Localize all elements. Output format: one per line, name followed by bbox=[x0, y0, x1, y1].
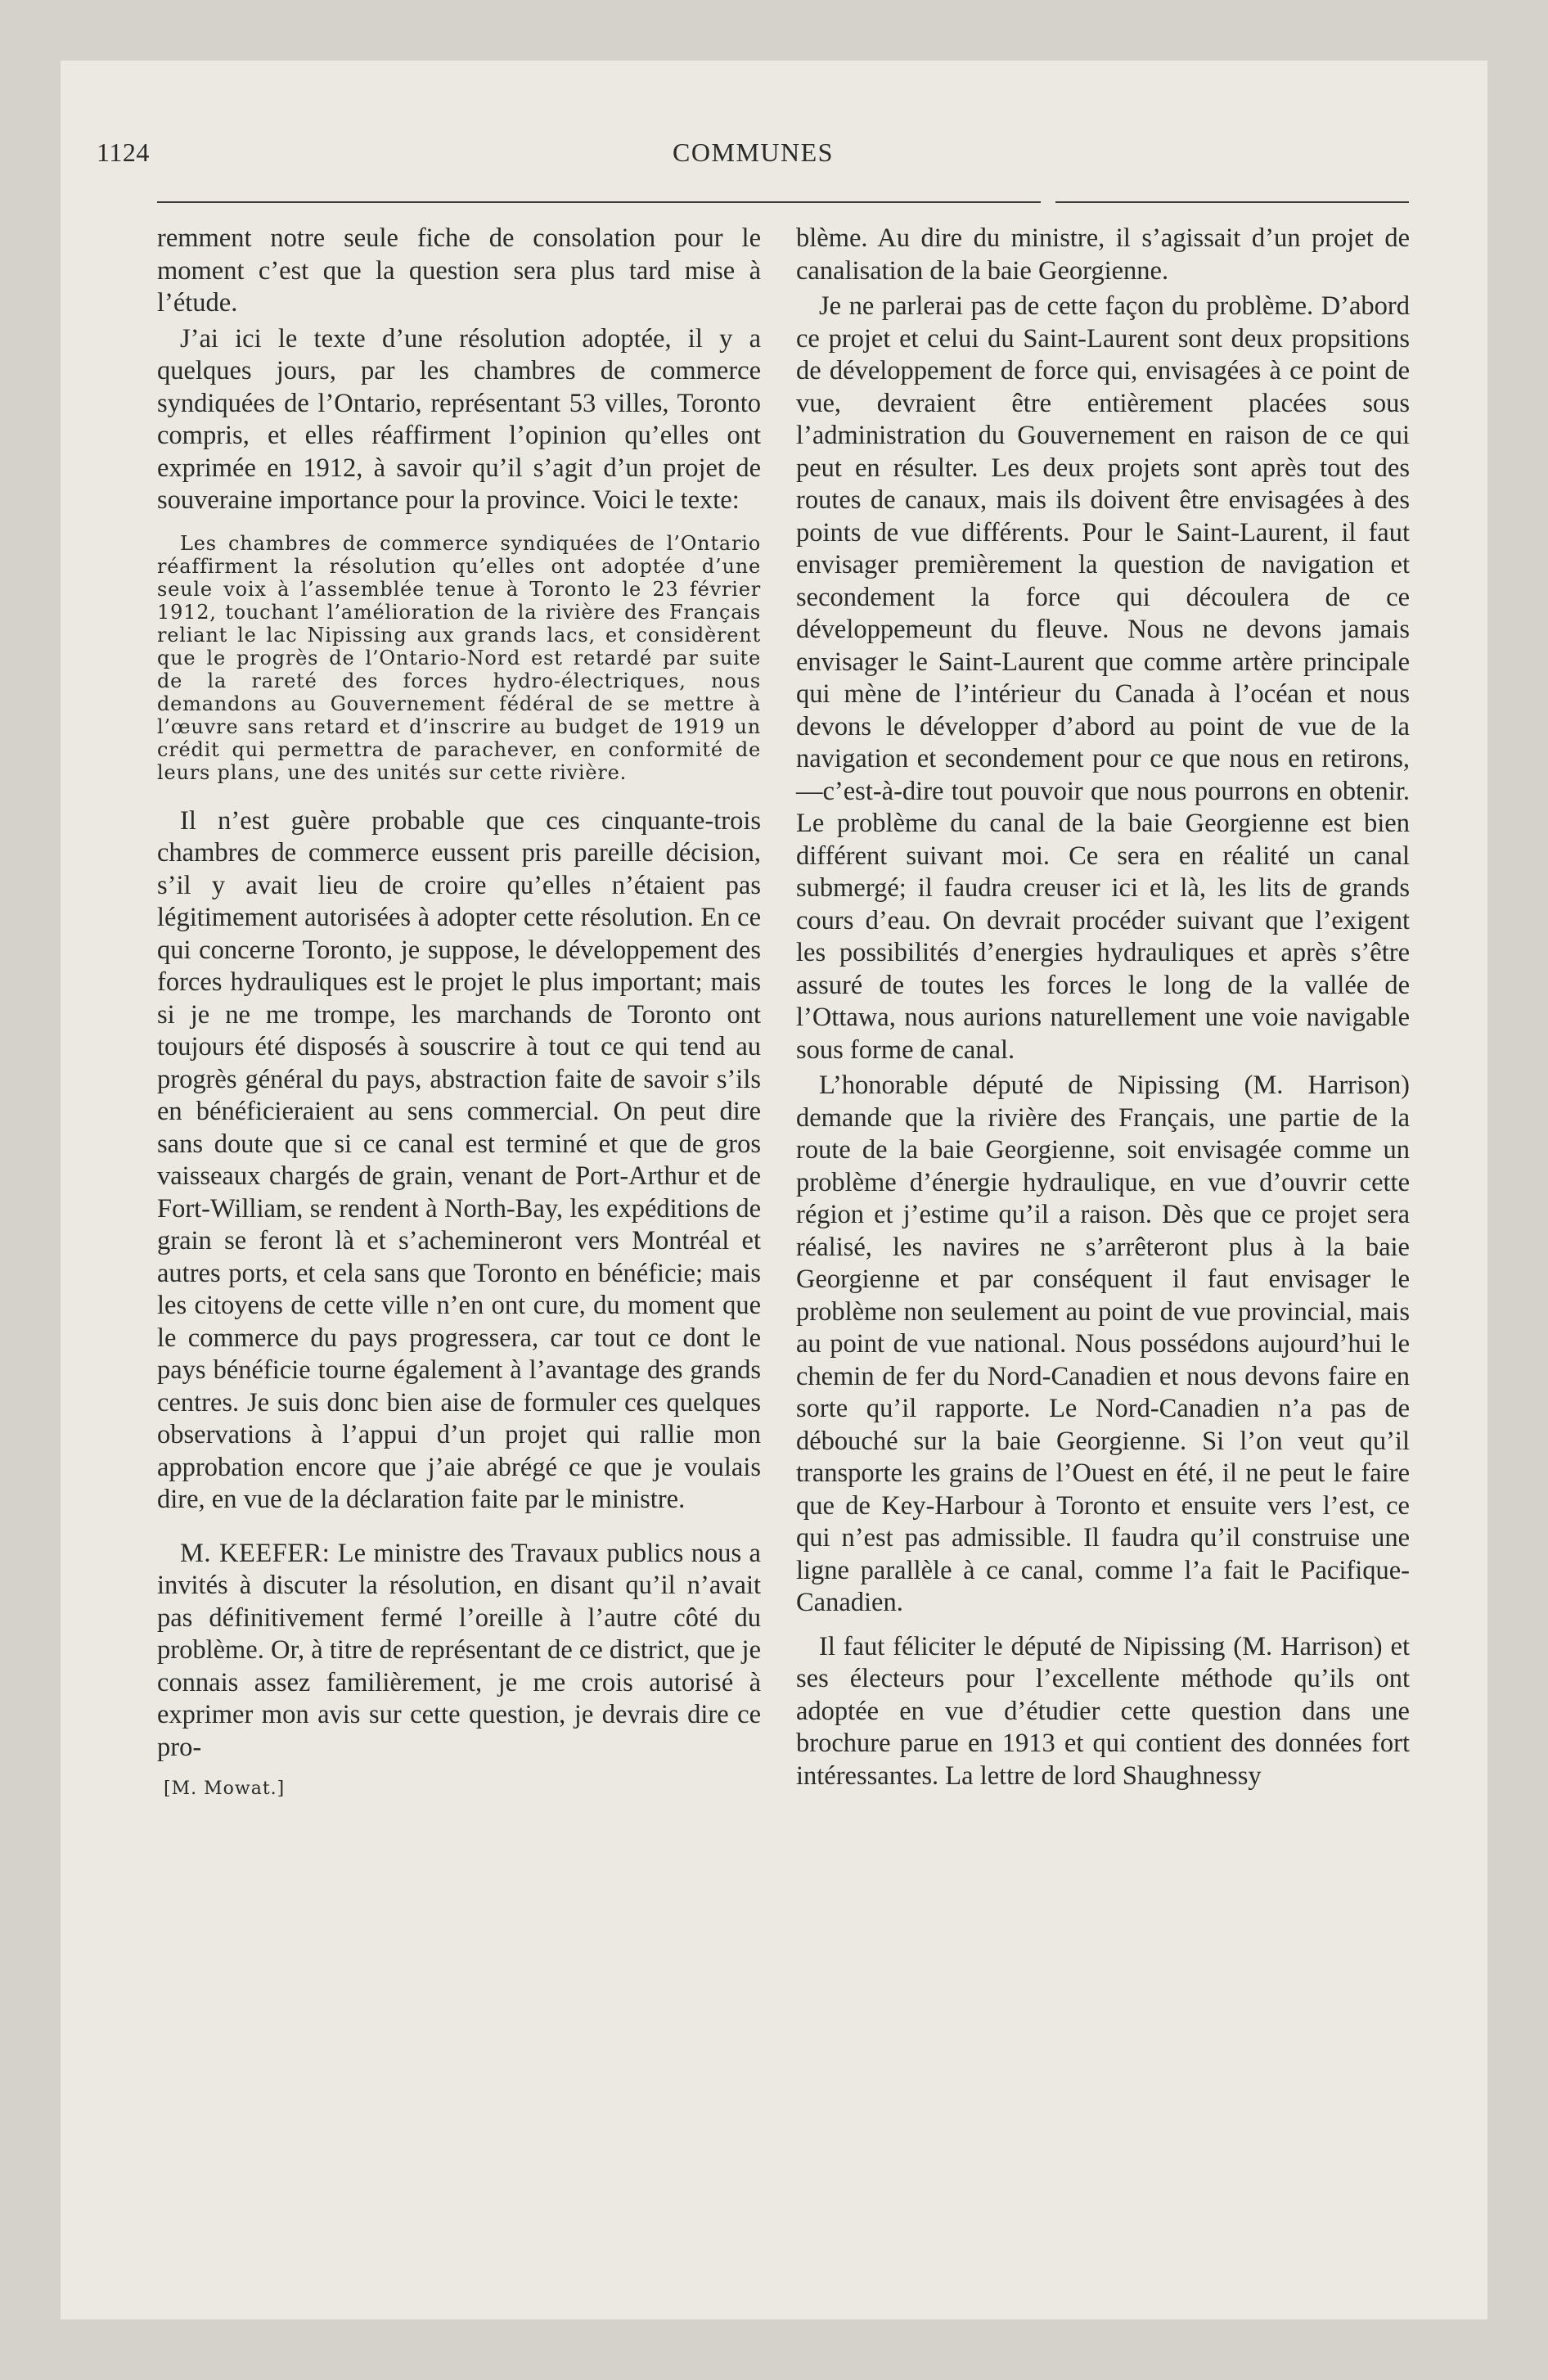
right-paragraph-4: Il faut féliciter le député de Nipissing (M. Harrison) et ses électeurs pour l’excellente méthode qu’ils ont adoptée en vue d’étudier cette question dans une brochure parue en 1913 et qui contient des données fort intéressantes. La lettre de lord Shaughnessy bbox=[796, 1631, 1410, 1791]
right-paragraph-2: Je ne parlerai pas de cette façon du problème. D’abord ce projet et celui du Saint-Laurent sont deux propsitions de développement de force qui, envisagées à ce point de vue, devraient être entièrement placées sous l’administration du Gouvernement en raison de ce qui peut en résulter. Les deux projets sont après tout des routes de canaux, mais ils doivent être envisagées à des points de vue différents. Pour le Saint-Laurent, il faut envisager premièrement la question de navigation et secondement la force qui découlera de ce développemeunt du fleuve. Nous ne devons jamais envisager le Saint-Laurent que comme artère principale qui mène de l’intérieur du Canada à l’océan et nous devons le développer d’abord au point de vue de la navigation et secondement pour ce que nous en retirons,—c’est-à-dire tout pouvoir que nous pourrons en obtenir. Le problème du canal de la baie Georgienne est bien différent suivant moi. Ce sera en réalité un canal submergé; il faudra creuser ici et là, les lits de grands cours d’eau. On devrait procéder suivant que l’exigent les possibilités d’energies hydrauliques et après s’être assuré de toutes les forces le long de la vallée de l’Ottawa, nous aurions naturellement une voie navigable sous forme de canal. bbox=[796, 291, 1410, 1065]
right-paragraph-3: L’honorable député de Nipissing (M. Harrison) demande que la rivière des Français, une partie de la route de la baie Georgienne, soit envisagée comme un problème d’énergie hydraulique, en vue d’ouvrir cette région et j’estime qu’il a raison. Dès que ce projet sera réalisé, les navires ne s’arrêteront plus à la baie Georgienne et par conséquent il faut envisager le problème non seulement au point de vue provincial, mais au point de vue national. Nous possédons aujourd’hui le chemin de fer du Nord-Canadien et nous devons faire en sorte qu’il rapporte. Le Nord-Canadien n’a pas de débouché sur la baie Georgienne. Si l’on veut qu’il transporte les grains de l’Ouest en été, il ne peut le faire que de Key-Harbour à Toronto et ensuite vers l’est, ce qui n’est pas admissible. Il faudra qu’il construise une ligne parallèle à ce canal, comme l’a fait le Pacifique-Canadien. bbox=[796, 1071, 1410, 1617]
header-rule-right bbox=[1055, 201, 1409, 203]
left-paragraph-3: Il n’est guère probable que ces cinquante-trois chambres de commerce eussent pris pareille décision, s’il y avait lieu de croire qu’elles n’étaient pas légitimement autorisées à adopter cette résolution. En ce qui concerne Toronto, je suppose, le développement des forces hydrauliques est le projet le plus important; mais si je ne me trompe, les marchands de Toronto ont toujours été disposés à souscrire à tout ce qui tend au progrès général du pays, abstraction faite de savoir s’ils en bénéficieraient au sens commercial. On peut dire sans doute que si ce canal est terminé et que de gros vaisseaux chargés de grain, venant de Port-Arthur et de Fort-William, se rendent à North-Bay, les expéditions de grain se feront là et s’achemineront vers Montréal et autres ports, et cela sans que Toronto en bénéficie; mais les citoyens de cette ville n’en ont cure, du moment que le commerce du pays progressera, car tout ce dont le pays bénéficie tourne également à l’avantage des grands centres. Je suis donc bien aise de formuler ces quelques observations à l’appui d’un projet qui rallie mon approbation encore que j’aie abrégé ce que je voulais dire, en vue de la déclaration faite par le ministre. bbox=[157, 805, 761, 1514]
quoted-resolution bbox=[157, 532, 761, 784]
right-column bbox=[796, 223, 1410, 1792]
page-number: 1124 bbox=[97, 137, 150, 167]
left-column bbox=[157, 223, 761, 1799]
left-paragraph-4-text: Le ministre des Travaux publics nous a invités à discuter la résolution, en disant qu’il n’avait pas définitivement fermé l’oreille à l’autre côté du problème. Or, à titre de représentant de ce district, que je connais assez familièrement, je me crois autorisé à exprimer mon avis sur cette question, je devrais dire ce pro- bbox=[157, 1538, 761, 1762]
page-header bbox=[97, 137, 1410, 187]
right-paragraph-1: blème. Au dire du ministre, il s’agissait d’un projet de canalisation de la baie Georgienne. bbox=[796, 223, 1410, 286]
left-paragraph-2: J’ai ici le texte d’une résolution adoptée, il y a quelques jours, par les chambres de commerce syndiquées de l’Ontario, représentant 53 villes, Toronto compris, et elles réaffirment l’opinion qu’elles ont exprimée en 1912, à savoir qu’il s’agit d’un projet de souveraine importance pour la province. Voici le texte: bbox=[157, 323, 761, 515]
speaker-name: M. KEEFER: bbox=[180, 1538, 331, 1568]
quoted-resolution-text: Les chambres de commerce syndiquées de l’Ontario réaffirment la résolution qu’elles ont adoptée d’une seule voix à l’assemblée tenue à Toronto le 23 février 1912, touchant l’amélioration de la rivière des Français reliant le lac Nipissing aux grands lacs, et considèrent que le progrès de l’Ontario-Nord est retardé par suite de la rareté des forces hydro-électriques, nous demandons au Gouvernement fédéral de se mettre à l’œuvre sans retard et d’inscrire au budget de 1919 un crédit qui permettra de parachever, en conformité de leurs plans, une des unités sur cette rivière. bbox=[157, 531, 761, 784]
running-head: COMMUNES bbox=[673, 137, 834, 167]
left-paragraph-4 bbox=[157, 1538, 761, 1765]
header-rule-left bbox=[157, 201, 1041, 203]
left-paragraph-1: remment notre seule fiche de consolation pour le moment c’est que la question sera plus tard mise à l’étude. bbox=[157, 223, 761, 318]
speaker-footnote: [M. Mowat.] bbox=[164, 1778, 286, 1799]
